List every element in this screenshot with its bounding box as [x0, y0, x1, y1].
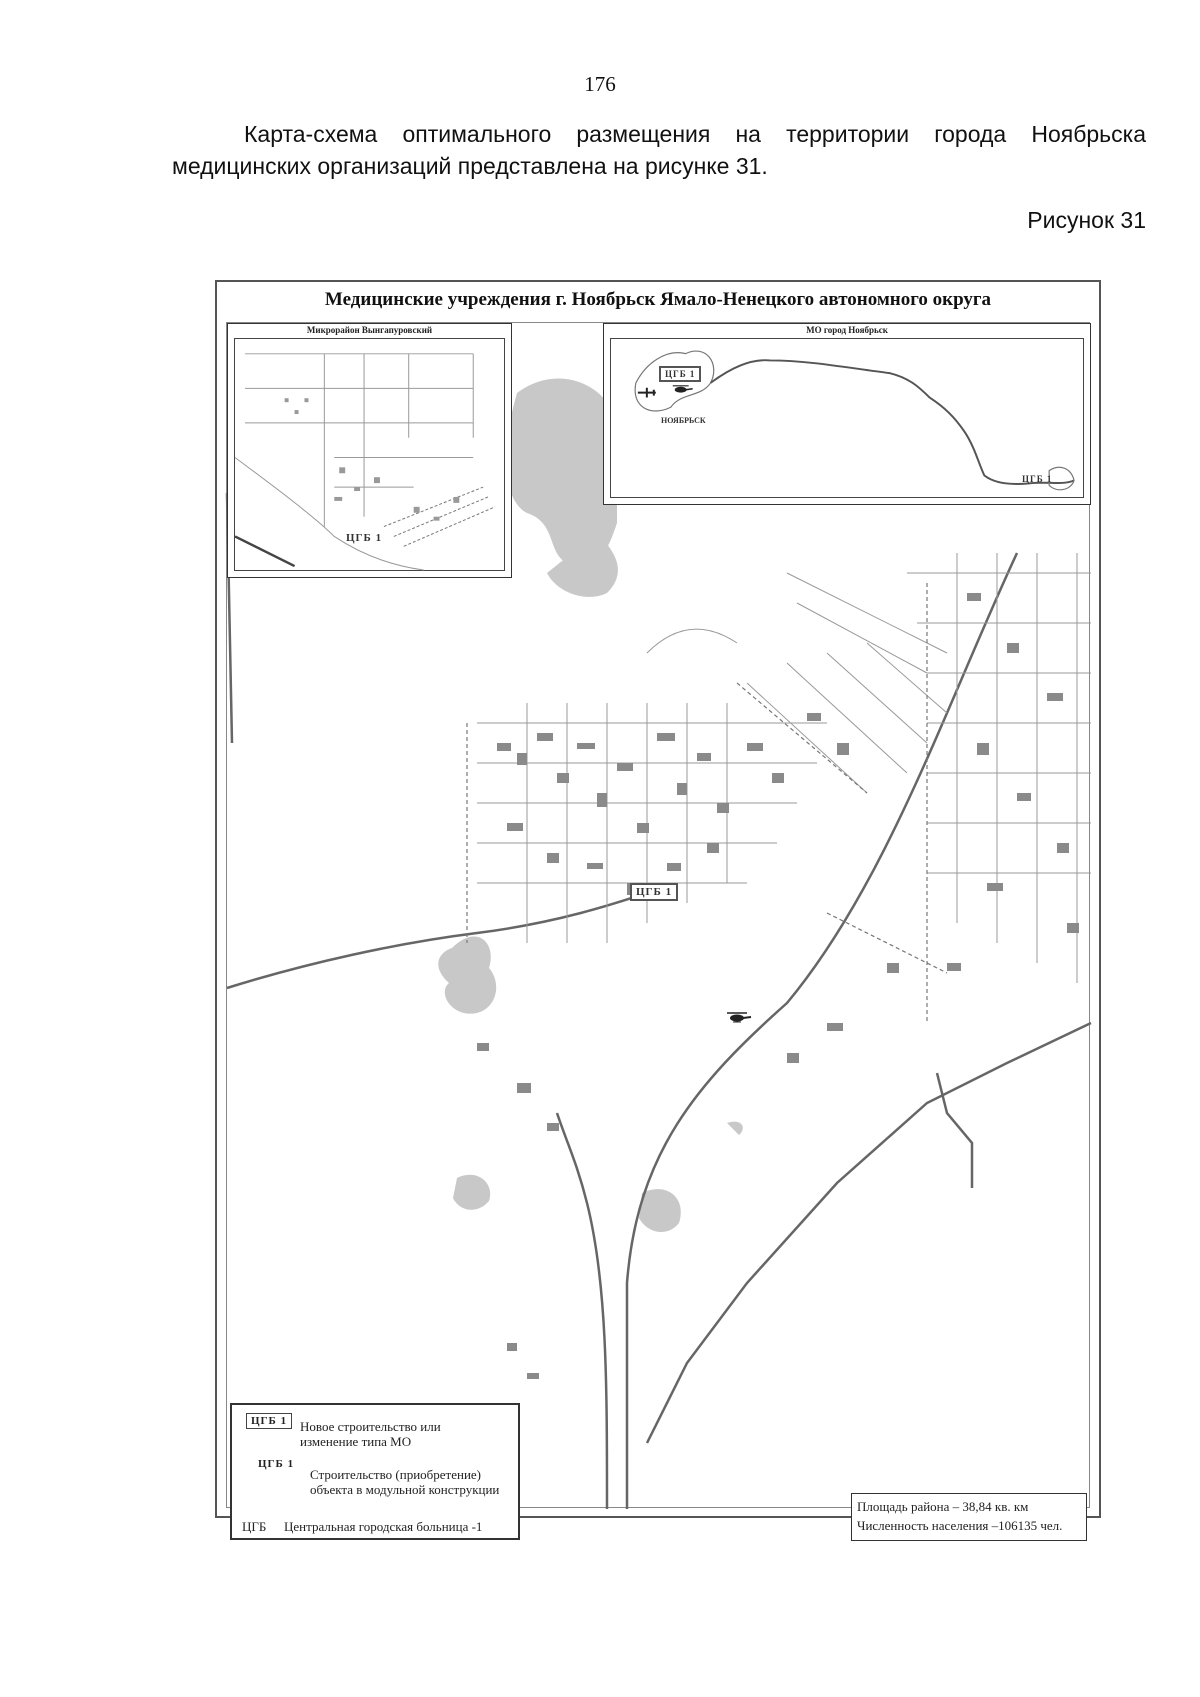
map-figure — [215, 280, 1101, 1534]
legend-symbol-new: ЦГБ 1 — [246, 1413, 292, 1429]
helicopter-icon — [727, 1013, 751, 1022]
main-roads — [227, 493, 1091, 1509]
inset-right-facility-label-1: ЦГБ 1 — [659, 366, 701, 382]
map-title: Медицинские учреждения г. Ноябрьск Ямало-Ненецкого автономного округа — [324, 289, 992, 310]
legend-text-modular: Строительство (приобретение) объекта в модульной конструкции — [310, 1467, 500, 1497]
body-paragraph: Карта-схема оптимального размещения на территории города Ноябрьска медицинских организаций представлена на рисунке 31. — [172, 121, 1146, 179]
inset-right-title: МО город Ноябрьск — [806, 325, 888, 335]
airplane-icon — [638, 388, 656, 398]
inset-left-title: Микрорайон Вынгапуровский — [306, 325, 433, 335]
legend-text-cgb: Центральная городская больница -1 — [284, 1519, 483, 1534]
figure-label: Рисунок 31 — [1027, 207, 1146, 233]
inset-mo-noyabrsk — [603, 323, 1091, 505]
street-grid — [477, 553, 1091, 983]
stats-population: Численность населения –106135 чел. — [857, 1518, 1063, 1533]
map-stats — [851, 1493, 1087, 1541]
legend-symbol-cgb: ЦГБ — [242, 1519, 267, 1534]
inset-right-facility-label-2: ЦГБ 1 — [1022, 474, 1053, 484]
legend-text-new: Новое строительство или изменение типа МО — [300, 1419, 441, 1449]
helicopter-icon — [673, 386, 693, 393]
inset-vyngapurovsky — [227, 323, 512, 578]
main-facility-label: ЦГБ 1 — [630, 883, 678, 901]
legend-symbol-modular: ЦГБ 1 — [258, 1458, 295, 1470]
inset-left-facility-label: ЦГБ 1 — [346, 532, 383, 544]
map-legend — [230, 1403, 520, 1540]
map-body — [226, 322, 1090, 1534]
page-number: 176 — [584, 72, 616, 96]
stats-area: Площадь района – 38,84 кв. км — [857, 1499, 1029, 1514]
inset-right-city-name: НОЯБРЬСК — [661, 416, 706, 425]
